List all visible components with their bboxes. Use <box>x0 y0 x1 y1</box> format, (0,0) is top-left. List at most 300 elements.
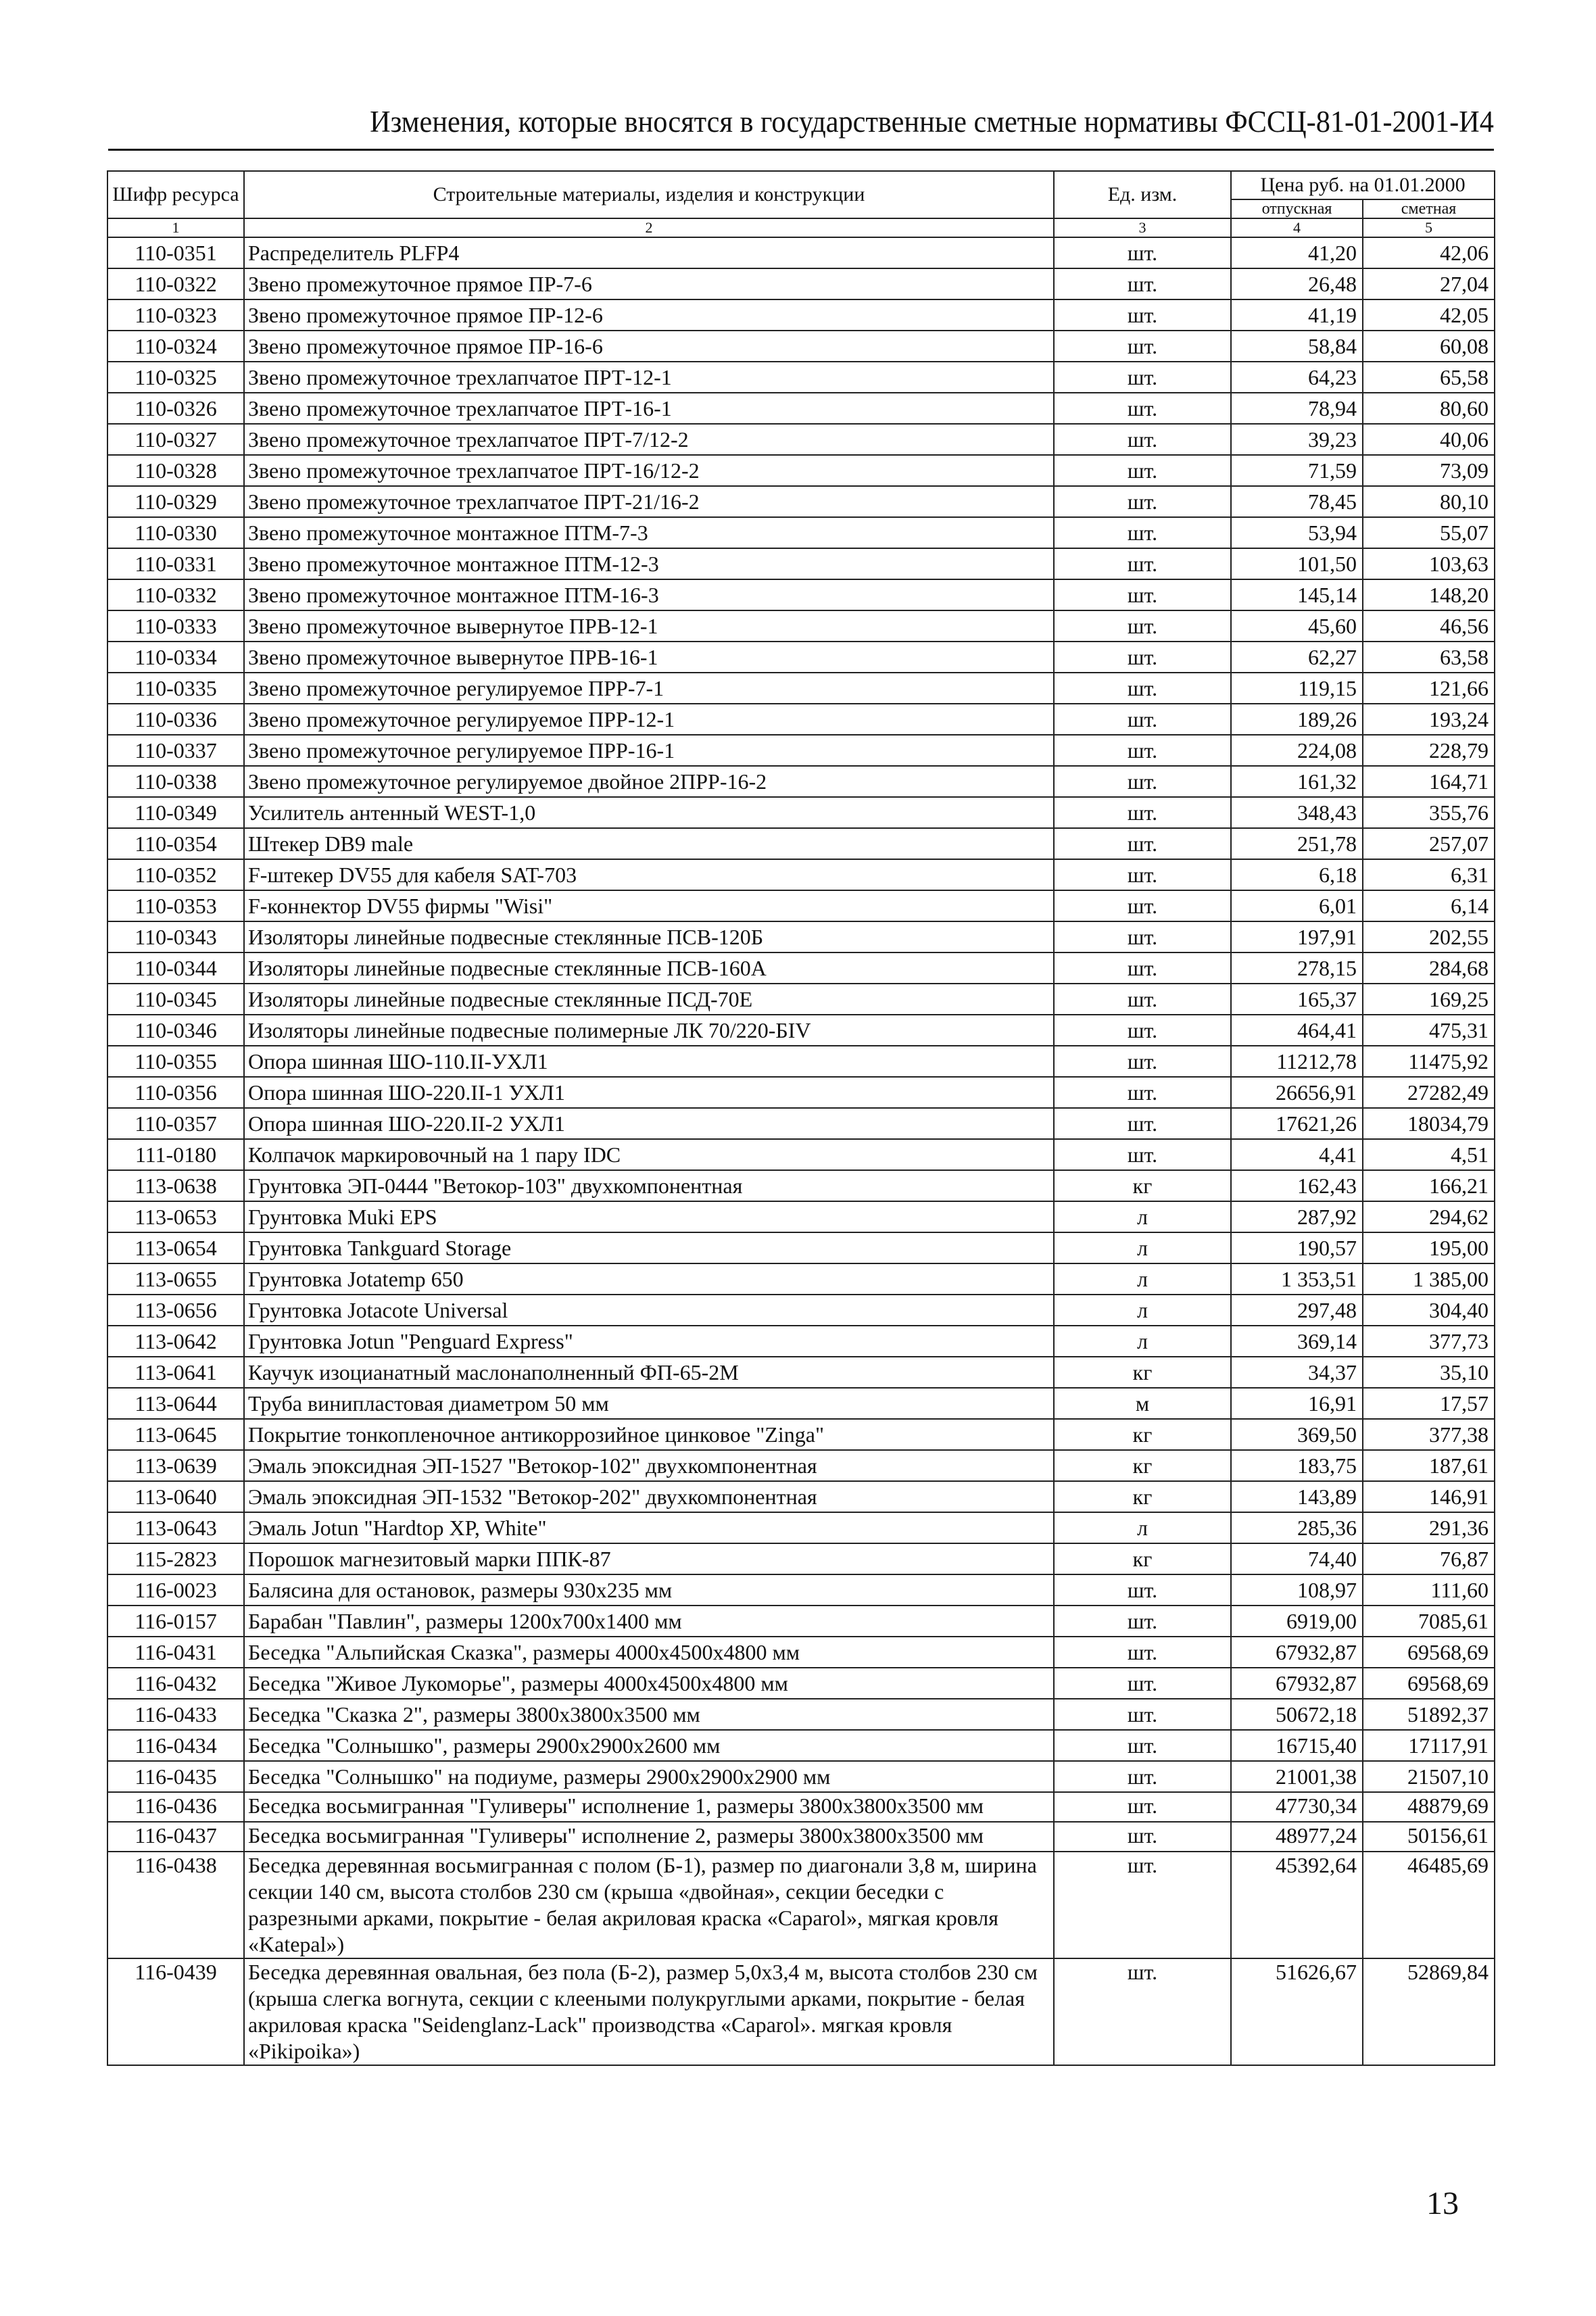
row-name: Звено промежуточное монтажное ПТМ-12-3 <box>244 548 1054 579</box>
row-name: F-коннектор DV55 фирмы "Wisi" <box>244 890 1054 921</box>
row-price-estimate: 111,60 <box>1363 1574 1495 1606</box>
row-price-release: 34,37 <box>1231 1357 1363 1388</box>
table-row <box>107 921 1495 952</box>
row-name: Беседка "Сказка 2", размеры 3800х3800х3500 мм <box>244 1699 1054 1730</box>
table-row <box>107 1108 1495 1139</box>
row-code: 113-0654 <box>107 1232 244 1263</box>
row-name: Беседка восьмигранная "Гуливеры" исполнение 1, размеры 3800х3800х3500 мм <box>244 1792 1054 1822</box>
column-number: 3 <box>1054 218 1231 237</box>
row-price-estimate: 257,07 <box>1363 828 1495 859</box>
row-price-release: 21001,38 <box>1231 1761 1363 1792</box>
table-row <box>107 1606 1495 1637</box>
row-code: 113-0655 <box>107 1263 244 1295</box>
row-price-release: 4,41 <box>1231 1139 1363 1170</box>
row-name: Беседка восьмигранная "Гуливеры" исполнение 2, размеры 3800х3800х3500 мм <box>244 1822 1054 1852</box>
table-row <box>107 1326 1495 1357</box>
table-row <box>107 1232 1495 1263</box>
row-price-estimate: 475,31 <box>1363 1015 1495 1046</box>
row-price-estimate: 166,21 <box>1363 1170 1495 1201</box>
row-code: 110-0352 <box>107 859 244 890</box>
row-price-estimate: 63,58 <box>1363 642 1495 673</box>
column-number: 2 <box>244 218 1054 237</box>
row-price-release: 17621,26 <box>1231 1108 1363 1139</box>
row-price-estimate: 27282,49 <box>1363 1077 1495 1108</box>
row-code: 116-0438 <box>107 1852 244 1958</box>
row-unit: м <box>1054 1388 1231 1419</box>
row-unit: шт. <box>1054 393 1231 424</box>
row-unit: шт. <box>1054 362 1231 393</box>
row-price-release: 6919,00 <box>1231 1606 1363 1637</box>
row-price-release: 6,18 <box>1231 859 1363 890</box>
row-price-estimate: 73,09 <box>1363 455 1495 486</box>
table-row <box>107 1761 1495 1792</box>
table-row <box>107 890 1495 921</box>
row-code: 110-0331 <box>107 548 244 579</box>
row-price-release: 51626,67 <box>1231 1958 1363 2065</box>
row-unit: л <box>1054 1295 1231 1326</box>
row-unit: шт. <box>1054 735 1231 766</box>
row-unit: шт. <box>1054 921 1231 952</box>
table-row <box>107 952 1495 984</box>
row-name: Опора шинная ШО-220.II-2 УХЛ1 <box>244 1108 1054 1139</box>
row-name: Беседка деревянная восьмигранная с полом (Б-1), размер по диагонали 3,8 м, ширина секции 140 см, высота столбов 230 см (крыша «двойная», секции беседки с разрезными арками, покрытие - белая акриловая краска «Caparol», мягкая кровля «Katepal») <box>244 1852 1054 1958</box>
row-name: Звено промежуточное регулируемое ПРР-12-1 <box>244 704 1054 735</box>
row-price-release: 74,40 <box>1231 1543 1363 1574</box>
row-price-estimate: 6,14 <box>1363 890 1495 921</box>
row-price-release: 183,75 <box>1231 1450 1363 1481</box>
table-row <box>107 1077 1495 1108</box>
row-price-release: 58,84 <box>1231 331 1363 362</box>
row-unit: шт. <box>1054 1822 1231 1852</box>
row-name: Звено промежуточное вывернутое ПРВ-12-1 <box>244 610 1054 642</box>
row-code: 116-0433 <box>107 1699 244 1730</box>
row-price-release: 119,15 <box>1231 673 1363 704</box>
table-row <box>107 735 1495 766</box>
row-unit: шт. <box>1054 1015 1231 1046</box>
row-unit: шт. <box>1054 1730 1231 1761</box>
table-row <box>107 1139 1495 1170</box>
row-price-estimate: 46,56 <box>1363 610 1495 642</box>
row-price-estimate: 187,61 <box>1363 1450 1495 1481</box>
row-price-release: 197,91 <box>1231 921 1363 952</box>
table-row <box>107 859 1495 890</box>
row-unit: шт. <box>1054 331 1231 362</box>
table-row <box>107 797 1495 828</box>
table-row <box>107 331 1495 362</box>
table-row <box>107 642 1495 673</box>
row-name: Беседка "Живое Лукоморье", размеры 4000х4500х4800 мм <box>244 1668 1054 1699</box>
table-row <box>107 1419 1495 1450</box>
row-price-estimate: 7085,61 <box>1363 1606 1495 1637</box>
row-price-release: 78,45 <box>1231 486 1363 517</box>
row-unit: л <box>1054 1512 1231 1543</box>
row-price-estimate: 18034,79 <box>1363 1108 1495 1139</box>
header-unit: Ед. изм. <box>1054 171 1231 218</box>
row-unit: л <box>1054 1263 1231 1295</box>
row-unit: л <box>1054 1201 1231 1232</box>
table-row <box>107 517 1495 548</box>
row-code: 116-0023 <box>107 1574 244 1606</box>
row-name: Звено промежуточное вывернутое ПРВ-16-1 <box>244 642 1054 673</box>
row-code: 116-0439 <box>107 1958 244 2065</box>
row-code: 113-0638 <box>107 1170 244 1201</box>
table-row <box>107 1958 1495 2065</box>
row-name: Звено промежуточное трехлапчатое ПРТ-16-1 <box>244 393 1054 424</box>
row-price-release: 39,23 <box>1231 424 1363 455</box>
table-row <box>107 1170 1495 1201</box>
row-unit: шт. <box>1054 486 1231 517</box>
row-unit: шт. <box>1054 673 1231 704</box>
row-price-estimate: 164,71 <box>1363 766 1495 797</box>
row-price-release: 26,48 <box>1231 268 1363 299</box>
row-price-release: 162,43 <box>1231 1170 1363 1201</box>
row-unit: шт. <box>1054 237 1231 268</box>
row-code: 110-0325 <box>107 362 244 393</box>
row-code: 110-0329 <box>107 486 244 517</box>
row-price-release: 67932,87 <box>1231 1668 1363 1699</box>
row-price-release: 348,43 <box>1231 797 1363 828</box>
row-name: Звено промежуточное прямое ПР-16-6 <box>244 331 1054 362</box>
row-unit: шт. <box>1054 984 1231 1015</box>
table-row <box>107 1357 1495 1388</box>
row-unit: шт. <box>1054 642 1231 673</box>
table-row <box>107 455 1495 486</box>
row-unit: шт. <box>1054 610 1231 642</box>
column-number: 4 <box>1231 218 1363 237</box>
row-code: 116-0157 <box>107 1606 244 1637</box>
row-unit: шт. <box>1054 1637 1231 1668</box>
row-unit: шт. <box>1054 424 1231 455</box>
row-name: Грунтовка Muki EPS <box>244 1201 1054 1232</box>
header-price-group: Цена руб. на 01.01.2000 <box>1231 171 1495 199</box>
row-price-estimate: 284,68 <box>1363 952 1495 984</box>
column-number: 5 <box>1363 218 1495 237</box>
row-name: Звено промежуточное регулируемое двойное 2ПРР-16-2 <box>244 766 1054 797</box>
table-row <box>107 1015 1495 1046</box>
row-price-estimate: 27,04 <box>1363 268 1495 299</box>
row-price-release: 11212,78 <box>1231 1046 1363 1077</box>
row-name: Штекер DB9 male <box>244 828 1054 859</box>
row-unit: шт. <box>1054 517 1231 548</box>
row-unit: л <box>1054 1232 1231 1263</box>
row-unit: кг <box>1054 1450 1231 1481</box>
page-number: 13 <box>1426 2186 1459 2221</box>
row-name: Беседка деревянная овальная, без пола (Б-2), размер 5,0х3,4 м, высота столбов 230 см (крыша слегка вогнута, секции с клееными полукруглыми арками, покрытие - белая акриловая краска "Seidenglanz-Lack" производства «Caparol». мягкая кровля «Pikipoika») <box>244 1958 1054 2065</box>
row-name: Звено промежуточное трехлапчатое ПРТ-21/16-2 <box>244 486 1054 517</box>
row-code: 110-0356 <box>107 1077 244 1108</box>
row-name: Распределитель PLFP4 <box>244 237 1054 268</box>
row-unit: шт. <box>1054 952 1231 984</box>
table-row <box>107 1822 1495 1852</box>
row-price-estimate: 42,06 <box>1363 237 1495 268</box>
row-price-estimate: 50156,61 <box>1363 1822 1495 1852</box>
row-code: 110-0343 <box>107 921 244 952</box>
row-code: 110-0327 <box>107 424 244 455</box>
table-row <box>107 1637 1495 1668</box>
row-price-release: 64,23 <box>1231 362 1363 393</box>
row-unit: шт. <box>1054 1761 1231 1792</box>
row-unit: шт. <box>1054 797 1231 828</box>
row-name: Изоляторы линейные подвесные стеклянные ПСВ-160А <box>244 952 1054 984</box>
row-name: Звено промежуточное прямое ПР-7-6 <box>244 268 1054 299</box>
row-price-estimate: 17,57 <box>1363 1388 1495 1419</box>
row-price-release: 101,50 <box>1231 548 1363 579</box>
row-price-estimate: 146,91 <box>1363 1481 1495 1512</box>
row-code: 110-0332 <box>107 579 244 610</box>
header-name: Строительные материалы, изделия и конструкции <box>244 171 1054 218</box>
row-price-release: 45,60 <box>1231 610 1363 642</box>
row-price-release: 369,50 <box>1231 1419 1363 1450</box>
row-price-estimate: 195,00 <box>1363 1232 1495 1263</box>
row-name: Эмаль Jotun "Hardtop XP, White" <box>244 1512 1054 1543</box>
row-price-release: 190,57 <box>1231 1232 1363 1263</box>
row-unit: шт. <box>1054 455 1231 486</box>
row-name: Эмаль эпоксидная ЭП-1532 "Ветокор-202" двухкомпонентная <box>244 1481 1054 1512</box>
row-name: Каучук изоцианатный маслонаполненный ФП-65-2М <box>244 1357 1054 1388</box>
row-price-estimate: 65,58 <box>1363 362 1495 393</box>
row-code: 110-0333 <box>107 610 244 642</box>
row-unit: шт. <box>1054 766 1231 797</box>
row-price-estimate: 80,60 <box>1363 393 1495 424</box>
row-name: Порошок магнезитовый марки ППК-87 <box>244 1543 1054 1574</box>
row-price-estimate: 21507,10 <box>1363 1761 1495 1792</box>
header-price-release: отпускная <box>1231 199 1363 218</box>
row-price-release: 16,91 <box>1231 1388 1363 1419</box>
row-code: 110-0326 <box>107 393 244 424</box>
row-price-release: 53,94 <box>1231 517 1363 548</box>
row-price-release: 48977,24 <box>1231 1822 1363 1852</box>
row-price-estimate: 40,06 <box>1363 424 1495 455</box>
row-unit: шт. <box>1054 1574 1231 1606</box>
row-price-release: 143,89 <box>1231 1481 1363 1512</box>
row-price-estimate: 1 385,00 <box>1363 1263 1495 1295</box>
row-code: 110-0344 <box>107 952 244 984</box>
row-code: 110-0357 <box>107 1108 244 1139</box>
row-price-release: 16715,40 <box>1231 1730 1363 1761</box>
row-price-estimate: 193,24 <box>1363 704 1495 735</box>
table-row <box>107 1699 1495 1730</box>
row-price-release: 278,15 <box>1231 952 1363 984</box>
row-code: 110-0336 <box>107 704 244 735</box>
table-row <box>107 1263 1495 1295</box>
row-price-release: 369,14 <box>1231 1326 1363 1357</box>
row-unit: кг <box>1054 1481 1231 1512</box>
row-price-estimate: 169,25 <box>1363 984 1495 1015</box>
row-code: 110-0353 <box>107 890 244 921</box>
row-code: 110-0323 <box>107 299 244 331</box>
row-code: 116-0434 <box>107 1730 244 1761</box>
row-price-estimate: 46485,69 <box>1363 1852 1495 1958</box>
row-price-release: 67932,87 <box>1231 1637 1363 1668</box>
row-price-estimate: 60,08 <box>1363 331 1495 362</box>
row-code: 110-0335 <box>107 673 244 704</box>
row-name: Балясина для остановок, размеры 930х235 мм <box>244 1574 1054 1606</box>
row-name: Грунтовка Jotun "Penguard Express" <box>244 1326 1054 1357</box>
row-unit: шт. <box>1054 1077 1231 1108</box>
row-price-estimate: 103,63 <box>1363 548 1495 579</box>
row-code: 111-0180 <box>107 1139 244 1170</box>
table-row <box>107 1574 1495 1606</box>
row-price-release: 41,20 <box>1231 237 1363 268</box>
table-row <box>107 1481 1495 1512</box>
row-unit: шт. <box>1054 828 1231 859</box>
row-unit: шт. <box>1054 859 1231 890</box>
row-name: Беседка "Солнышко", размеры 2900х2900х2600 мм <box>244 1730 1054 1761</box>
row-unit: л <box>1054 1326 1231 1357</box>
column-number: 1 <box>107 218 244 237</box>
row-code: 110-0354 <box>107 828 244 859</box>
row-price-release: 47730,34 <box>1231 1792 1363 1822</box>
row-name: Грунтовка Tankguard Storage <box>244 1232 1054 1263</box>
table-row <box>107 1792 1495 1822</box>
row-name: Опора шинная ШО-220.II-1 УХЛ1 <box>244 1077 1054 1108</box>
row-name: Опора шинная ШО-110.II-УХЛ1 <box>244 1046 1054 1077</box>
table-row <box>107 237 1495 268</box>
table-row <box>107 548 1495 579</box>
row-price-estimate: 55,07 <box>1363 517 1495 548</box>
row-price-estimate: 291,36 <box>1363 1512 1495 1543</box>
row-unit: шт. <box>1054 1046 1231 1077</box>
table-row <box>107 610 1495 642</box>
row-price-estimate: 69568,69 <box>1363 1668 1495 1699</box>
row-code: 113-0640 <box>107 1481 244 1512</box>
row-code: 110-0330 <box>107 517 244 548</box>
table-row <box>107 1295 1495 1326</box>
row-unit: шт. <box>1054 1668 1231 1699</box>
row-name: Звено промежуточное трехлапчатое ПРТ-12-1 <box>244 362 1054 393</box>
row-price-estimate: 6,31 <box>1363 859 1495 890</box>
row-code: 113-0642 <box>107 1326 244 1357</box>
row-price-estimate: 76,87 <box>1363 1543 1495 1574</box>
row-price-release: 6,01 <box>1231 890 1363 921</box>
row-unit: шт. <box>1054 1958 1231 2065</box>
row-price-release: 251,78 <box>1231 828 1363 859</box>
row-name: Труба винипластовая диаметром 50 мм <box>244 1388 1054 1419</box>
table-row <box>107 1543 1495 1574</box>
row-price-release: 297,48 <box>1231 1295 1363 1326</box>
materials-table <box>107 170 1495 2066</box>
table-row <box>107 424 1495 455</box>
table-row <box>107 1201 1495 1232</box>
header-code: Шифр ресурса <box>107 171 244 218</box>
row-price-release: 464,41 <box>1231 1015 1363 1046</box>
table-row <box>107 1450 1495 1481</box>
row-code: 113-0656 <box>107 1295 244 1326</box>
row-price-estimate: 4,51 <box>1363 1139 1495 1170</box>
row-price-estimate: 121,66 <box>1363 673 1495 704</box>
table-row <box>107 704 1495 735</box>
row-price-release: 224,08 <box>1231 735 1363 766</box>
row-price-estimate: 80,10 <box>1363 486 1495 517</box>
row-name: Изоляторы линейные подвесные стеклянные ПСД-70Е <box>244 984 1054 1015</box>
table-row <box>107 299 1495 331</box>
row-code: 116-0436 <box>107 1792 244 1822</box>
row-price-estimate: 51892,37 <box>1363 1699 1495 1730</box>
row-price-release: 45392,64 <box>1231 1852 1363 1958</box>
row-code: 110-0355 <box>107 1046 244 1077</box>
row-unit: шт. <box>1054 548 1231 579</box>
row-code: 110-0349 <box>107 797 244 828</box>
row-name: Грунтовка Jotatemp 650 <box>244 1263 1054 1295</box>
table-row <box>107 1852 1495 1958</box>
row-code: 116-0431 <box>107 1637 244 1668</box>
row-price-estimate: 69568,69 <box>1363 1637 1495 1668</box>
row-price-estimate: 11475,92 <box>1363 1046 1495 1077</box>
row-code: 113-0653 <box>107 1201 244 1232</box>
row-name: Беседка "Альпийская Сказка", размеры 4000х4500х4800 мм <box>244 1637 1054 1668</box>
row-code: 113-0644 <box>107 1388 244 1419</box>
row-name: Грунтовка ЭП-0444 "Ветокор-103" двухкомпонентная <box>244 1170 1054 1201</box>
row-price-release: 26656,91 <box>1231 1077 1363 1108</box>
row-name: Звено промежуточное трехлапчатое ПРТ-16/12-2 <box>244 455 1054 486</box>
row-name: Звено промежуточное прямое ПР-12-6 <box>244 299 1054 331</box>
row-price-release: 165,37 <box>1231 984 1363 1015</box>
table-row <box>107 1668 1495 1699</box>
row-price-release: 1 353,51 <box>1231 1263 1363 1295</box>
row-unit: шт. <box>1054 1139 1231 1170</box>
row-price-release: 50672,18 <box>1231 1699 1363 1730</box>
row-price-estimate: 355,76 <box>1363 797 1495 828</box>
row-price-release: 161,32 <box>1231 766 1363 797</box>
row-price-estimate: 17117,91 <box>1363 1730 1495 1761</box>
row-name: Покрытие тонкопленочное антикоррозийное цинковое "Zinga" <box>244 1419 1054 1450</box>
row-unit: шт. <box>1054 704 1231 735</box>
row-unit: кг <box>1054 1419 1231 1450</box>
row-name: Изоляторы линейные подвесные полимерные ЛК 70/220-БIV <box>244 1015 1054 1046</box>
table-row <box>107 393 1495 424</box>
table-row <box>107 1512 1495 1543</box>
row-name: Звено промежуточное монтажное ПТМ-7-3 <box>244 517 1054 548</box>
table-row <box>107 268 1495 299</box>
row-code: 113-0643 <box>107 1512 244 1543</box>
row-code: 116-0437 <box>107 1822 244 1852</box>
row-name: Колпачок маркировочный на 1 пару IDC <box>244 1139 1054 1170</box>
row-price-release: 287,92 <box>1231 1201 1363 1232</box>
page-header <box>108 101 1494 151</box>
row-code: 110-0346 <box>107 1015 244 1046</box>
row-unit: шт. <box>1054 1606 1231 1637</box>
row-price-release: 71,59 <box>1231 455 1363 486</box>
row-code: 110-0324 <box>107 331 244 362</box>
table-row <box>107 766 1495 797</box>
row-unit: кг <box>1054 1543 1231 1574</box>
table-row <box>107 984 1495 1015</box>
row-unit: кг <box>1054 1170 1231 1201</box>
table-row <box>107 1046 1495 1077</box>
row-price-release: 108,97 <box>1231 1574 1363 1606</box>
row-code: 115-2823 <box>107 1543 244 1574</box>
row-unit: шт. <box>1054 1108 1231 1139</box>
row-name: Звено промежуточное монтажное ПТМ-16-3 <box>244 579 1054 610</box>
row-price-release: 62,27 <box>1231 642 1363 673</box>
row-name: Эмаль эпоксидная ЭП-1527 "Ветокор-102" двухкомпонентная <box>244 1450 1054 1481</box>
row-price-estimate: 294,62 <box>1363 1201 1495 1232</box>
header-title: Изменения, которые вносятся в государственные сметные нормативы ФССЦ-81-01-2001-И4 <box>370 105 1494 139</box>
row-price-estimate: 35,10 <box>1363 1357 1495 1388</box>
row-price-estimate: 377,38 <box>1363 1419 1495 1450</box>
row-name: Звено промежуточное трехлапчатое ПРТ-7/12-2 <box>244 424 1054 455</box>
row-code: 110-0337 <box>107 735 244 766</box>
row-unit: шт. <box>1054 890 1231 921</box>
row-unit: шт. <box>1054 1699 1231 1730</box>
table-row <box>107 1730 1495 1761</box>
row-price-estimate: 304,40 <box>1363 1295 1495 1326</box>
row-code: 116-0432 <box>107 1668 244 1699</box>
table-row <box>107 579 1495 610</box>
row-price-estimate: 52869,84 <box>1363 1958 1495 2065</box>
row-unit: шт. <box>1054 268 1231 299</box>
table-row <box>107 362 1495 393</box>
